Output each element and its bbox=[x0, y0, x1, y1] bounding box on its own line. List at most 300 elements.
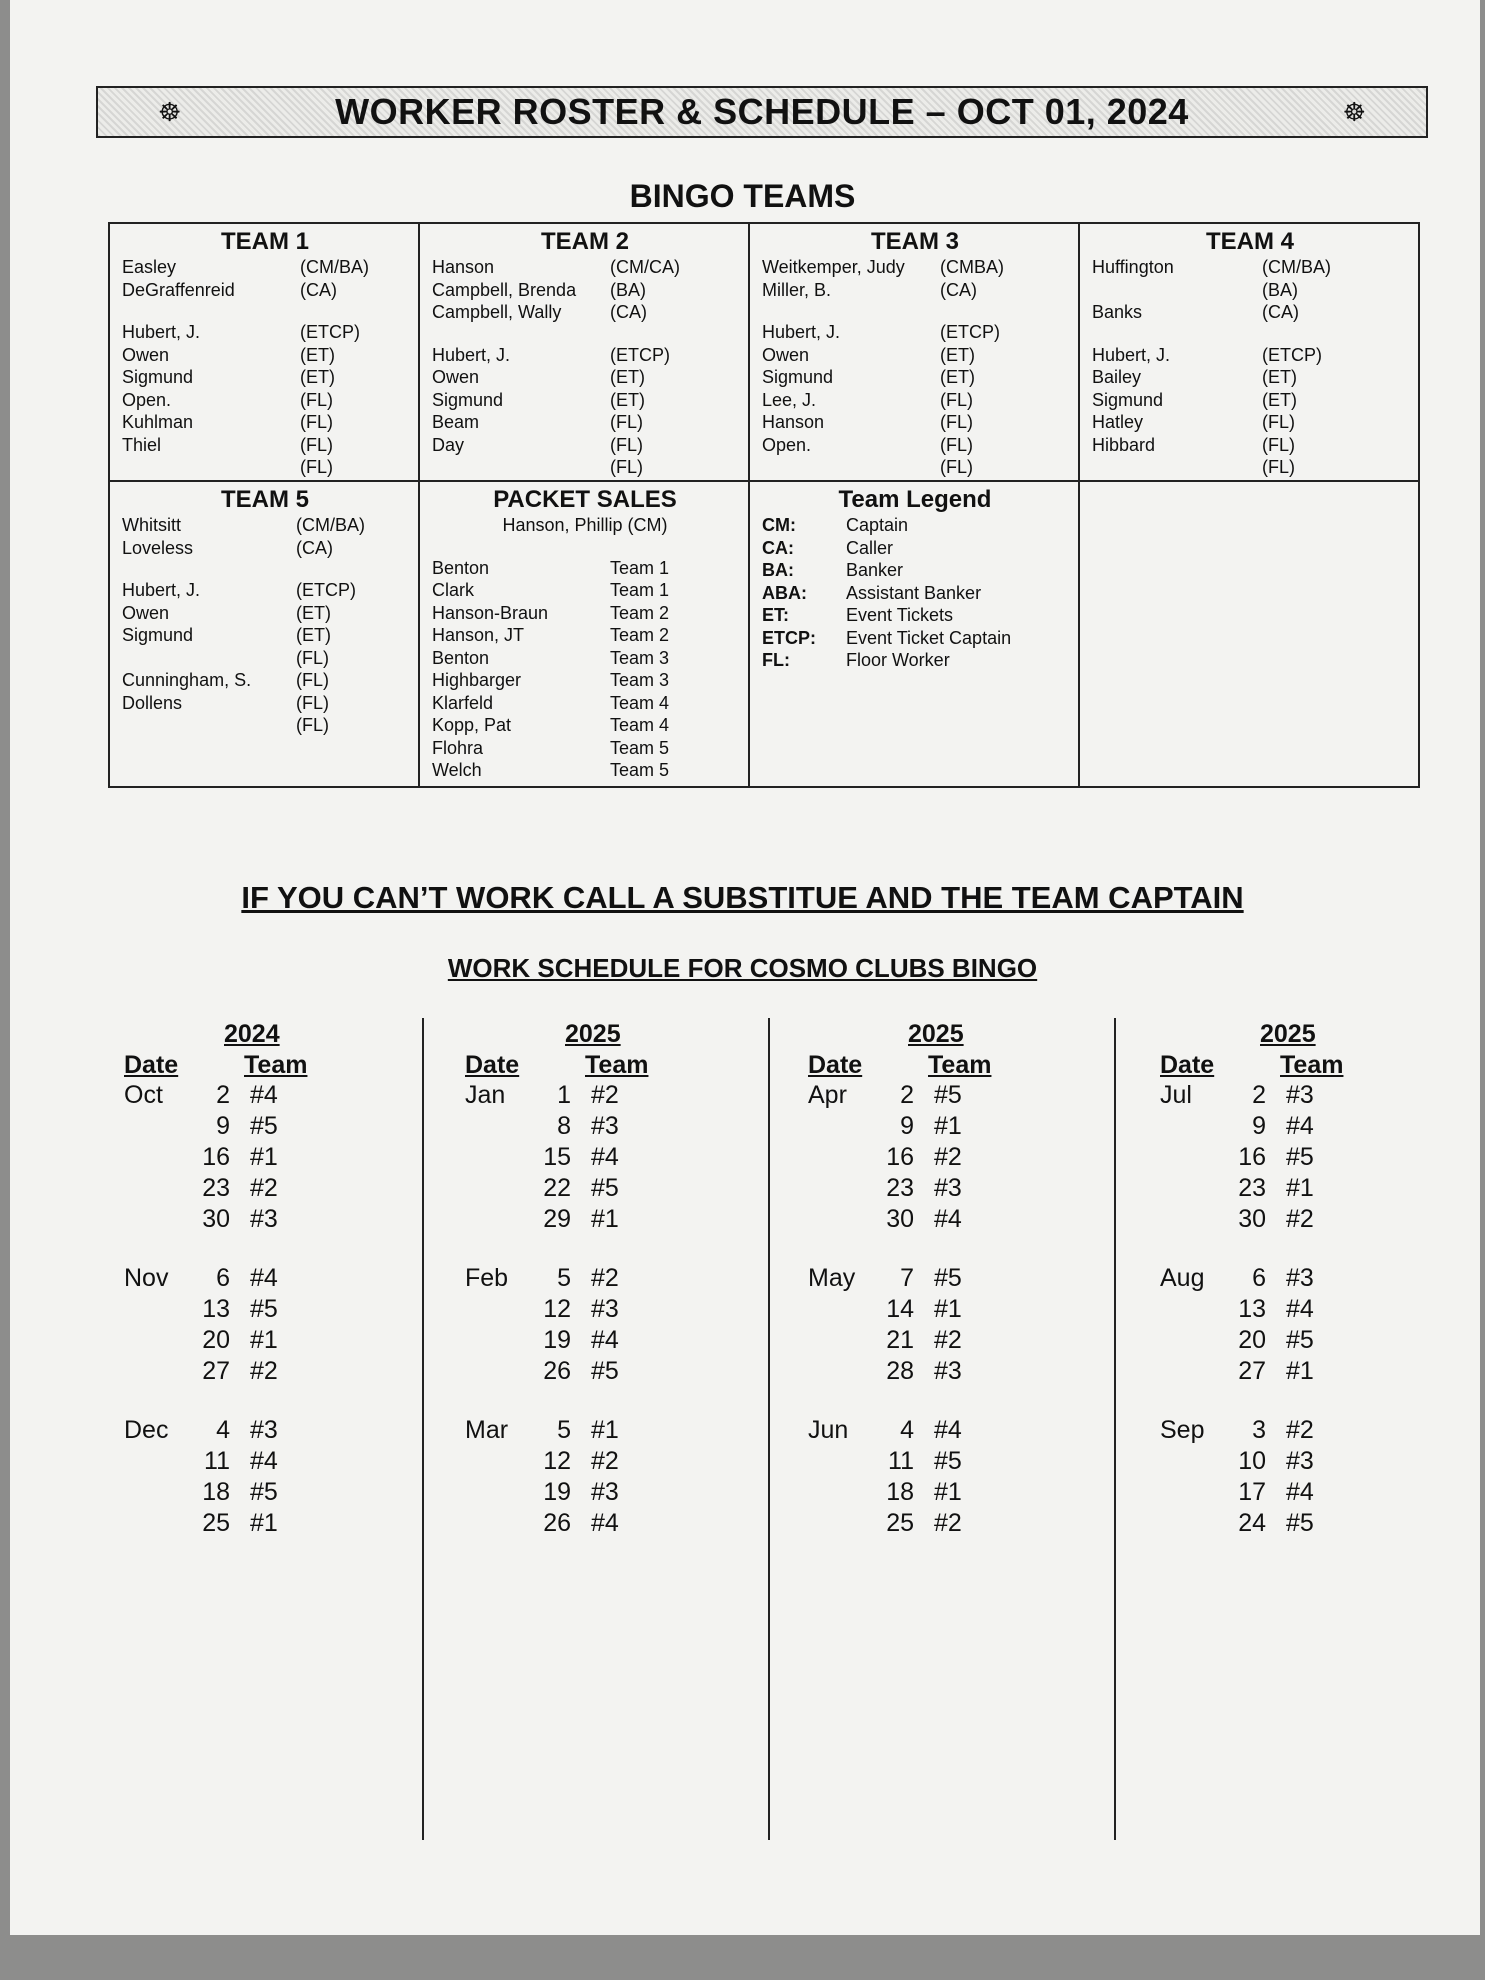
member-name: Hubert, J. bbox=[1092, 344, 1171, 365]
member-name: Hubert, J. bbox=[122, 322, 201, 342]
schedule-month bbox=[124, 1111, 190, 1142]
packet-sales-row bbox=[432, 692, 738, 715]
schedule-day: 27 bbox=[1238, 1357, 1266, 1385]
schedule-day: 21 bbox=[886, 1326, 914, 1354]
schedule-day: 26 bbox=[543, 1509, 571, 1537]
member-role: (FL) bbox=[940, 457, 973, 477]
member-name: DeGraffenreid bbox=[122, 279, 235, 300]
schedule-month bbox=[808, 1294, 874, 1325]
seller-name: Kopp, Pat bbox=[432, 715, 512, 735]
schedule-row bbox=[808, 1325, 1108, 1356]
schedule-row bbox=[465, 1204, 765, 1235]
member-name: Campbell, Wally bbox=[432, 302, 562, 322]
member-row bbox=[1092, 279, 1408, 302]
schedule-row bbox=[1160, 1415, 1460, 1446]
member-name: Open. bbox=[122, 389, 172, 410]
member-name: Dollens bbox=[122, 692, 183, 713]
member-role: (CM/BA) bbox=[296, 515, 365, 535]
schedule-row bbox=[808, 1477, 1108, 1508]
schedule-month bbox=[1160, 1173, 1226, 1204]
schedule-row bbox=[808, 1204, 1108, 1235]
member-role: (ET) bbox=[610, 367, 645, 387]
schedule-team: #3 bbox=[1286, 1447, 1314, 1475]
schedule-day: 20 bbox=[202, 1326, 230, 1354]
member-row bbox=[122, 602, 408, 625]
schedule-month bbox=[465, 1142, 531, 1173]
schedule-team: #2 bbox=[250, 1357, 278, 1385]
spacer bbox=[1160, 1235, 1460, 1263]
member-row bbox=[432, 389, 738, 412]
packet-sales-row bbox=[432, 669, 738, 692]
schedule-team: #2 bbox=[934, 1326, 962, 1354]
schedule-header bbox=[465, 1051, 765, 1080]
schedule-row bbox=[808, 1111, 1108, 1142]
team-4-cell bbox=[1080, 224, 1418, 482]
schedule-day: 10 bbox=[1238, 1447, 1266, 1475]
member-row bbox=[432, 456, 738, 479]
member-role: (ET) bbox=[1262, 367, 1297, 387]
schedule-row bbox=[465, 1415, 765, 1446]
packet-sales-lead: Hanson, Phillip (CM) bbox=[502, 515, 668, 535]
schedule-row bbox=[124, 1294, 424, 1325]
schedule-month bbox=[124, 1325, 190, 1356]
team-name: TEAM 2 bbox=[540, 228, 629, 255]
seller-team: Team 3 bbox=[610, 670, 670, 690]
schedule-row bbox=[124, 1356, 424, 1387]
schedule-month: Sep bbox=[1160, 1416, 1205, 1444]
schedule-row bbox=[808, 1080, 1108, 1111]
schedule-team: #4 bbox=[934, 1416, 962, 1444]
schedule-day: 15 bbox=[543, 1143, 571, 1171]
member-row bbox=[432, 301, 738, 324]
legend-desc: Assistant Banker bbox=[846, 582, 982, 603]
member-row bbox=[762, 434, 1068, 457]
column-divider bbox=[1114, 1018, 1116, 1840]
schedule-row bbox=[1160, 1294, 1460, 1325]
ship-wheel-icon: ☸ bbox=[1342, 97, 1366, 127]
schedule-day: 28 bbox=[886, 1357, 914, 1385]
member-name: Beam bbox=[432, 412, 480, 432]
member-role: (ETCP) bbox=[610, 344, 670, 365]
schedule-team: #2 bbox=[250, 1174, 278, 1202]
schedule-team: #2 bbox=[591, 1264, 619, 1292]
schedule-team: #4 bbox=[934, 1205, 962, 1233]
legend-code: ETCP: bbox=[762, 627, 816, 648]
member-row bbox=[762, 389, 1068, 412]
schedule-team: #4 bbox=[591, 1509, 619, 1537]
member-role: (ET) bbox=[940, 344, 975, 365]
member-row bbox=[122, 279, 408, 302]
member-name: Hanson bbox=[432, 257, 495, 277]
schedule-month bbox=[124, 1294, 190, 1325]
member-name: Hatley bbox=[1092, 412, 1144, 432]
member-role: (ET) bbox=[300, 367, 335, 387]
schedule-row bbox=[124, 1263, 424, 1294]
schedule-month bbox=[1160, 1111, 1226, 1142]
schedule-day: 8 bbox=[557, 1112, 571, 1140]
spacer bbox=[808, 1387, 1108, 1415]
spacer bbox=[808, 1235, 1108, 1263]
date-header: Date bbox=[808, 1051, 863, 1079]
member-name bbox=[762, 456, 940, 479]
schedule-row bbox=[124, 1446, 424, 1477]
schedule-month bbox=[808, 1356, 874, 1387]
schedule-day: 20 bbox=[1238, 1326, 1266, 1354]
spacer bbox=[124, 1387, 424, 1415]
empty-cell bbox=[1080, 482, 1418, 788]
member-name: Hibbard bbox=[1092, 434, 1156, 455]
date-header: Date bbox=[1160, 1051, 1215, 1079]
schedule-team: #3 bbox=[934, 1357, 962, 1385]
schedule-month bbox=[465, 1356, 531, 1387]
member-name: Owen bbox=[122, 344, 170, 365]
schedule-month bbox=[124, 1356, 190, 1387]
schedule-month: Aug bbox=[1160, 1264, 1205, 1292]
member-name: Sigmund bbox=[1092, 389, 1164, 410]
schedule-row bbox=[124, 1204, 424, 1235]
member-row bbox=[122, 411, 408, 434]
member-role: (BA) bbox=[1262, 279, 1298, 300]
schedule-month bbox=[1160, 1204, 1226, 1235]
schedule-team: #5 bbox=[250, 1478, 278, 1506]
member-row bbox=[762, 321, 1068, 344]
seller-name: Clark bbox=[432, 580, 475, 600]
schedule-month bbox=[1160, 1325, 1226, 1356]
schedule-row bbox=[465, 1446, 765, 1477]
schedule-month bbox=[808, 1204, 874, 1235]
member-role: (FL) bbox=[610, 412, 643, 432]
member-role: (ET) bbox=[296, 625, 331, 645]
seller-name: Klarfeld bbox=[432, 692, 494, 713]
schedule-team: #3 bbox=[250, 1205, 278, 1233]
schedule-day: 2 bbox=[216, 1081, 230, 1109]
member-role: (ETCP) bbox=[1262, 344, 1322, 365]
packet-sales-row bbox=[432, 759, 738, 782]
schedule-team: #5 bbox=[1286, 1143, 1314, 1171]
team-1-cell bbox=[110, 224, 420, 482]
team-header: Team bbox=[585, 1051, 649, 1079]
schedule-row bbox=[465, 1477, 765, 1508]
schedule-year: 2024 bbox=[224, 1020, 280, 1048]
schedule-month bbox=[465, 1204, 531, 1235]
schedule-month bbox=[808, 1111, 874, 1142]
team-header: Team bbox=[244, 1051, 308, 1079]
member-role: (ET) bbox=[1262, 389, 1297, 410]
schedule-team: #1 bbox=[250, 1509, 278, 1537]
member-row bbox=[122, 366, 408, 389]
schedule-day: 12 bbox=[543, 1447, 571, 1475]
schedule-row bbox=[1160, 1263, 1460, 1294]
schedule-day: 4 bbox=[900, 1416, 914, 1444]
member-name: Sigmund bbox=[762, 367, 834, 387]
member-row bbox=[1092, 456, 1408, 479]
member-name bbox=[122, 714, 296, 737]
schedule-row bbox=[808, 1356, 1108, 1387]
schedule-row bbox=[124, 1415, 424, 1446]
member-role: (ETCP) bbox=[296, 580, 356, 600]
schedule-team: #5 bbox=[591, 1174, 619, 1202]
schedule-month: Feb bbox=[465, 1264, 509, 1292]
schedule-month bbox=[1160, 1356, 1226, 1387]
seller-name: Benton bbox=[432, 557, 490, 578]
schedule-year: 2025 bbox=[565, 1020, 621, 1048]
schedule-team: #1 bbox=[1286, 1357, 1314, 1385]
schedule-day: 16 bbox=[1238, 1143, 1266, 1171]
member-row bbox=[1092, 366, 1408, 389]
schedule-team: #2 bbox=[1286, 1205, 1314, 1233]
member-role: (FL) bbox=[610, 434, 643, 455]
schedule-row bbox=[1160, 1325, 1460, 1356]
member-row bbox=[122, 389, 408, 412]
team-header: Team bbox=[928, 1051, 992, 1079]
schedule-day: 6 bbox=[1252, 1264, 1266, 1292]
schedule-row bbox=[808, 1263, 1108, 1294]
schedule-month: Jun bbox=[808, 1416, 849, 1444]
team-header: Team bbox=[1280, 1051, 1344, 1079]
member-row bbox=[762, 279, 1068, 302]
seller-name: Hanson-Braun bbox=[432, 602, 549, 623]
seller-team: Team 3 bbox=[610, 647, 670, 668]
member-name: Owen bbox=[122, 602, 170, 623]
schedule-month bbox=[1160, 1446, 1226, 1477]
schedule-day: 2 bbox=[1252, 1081, 1266, 1109]
seller-team: Team 1 bbox=[610, 580, 670, 600]
member-role: (FL) bbox=[296, 692, 329, 713]
seller-name: Highbarger bbox=[432, 670, 522, 690]
member-role: (CA) bbox=[1262, 302, 1299, 322]
schedule-team: #3 bbox=[934, 1174, 962, 1202]
schedule-team: #5 bbox=[591, 1357, 619, 1385]
member-row bbox=[1092, 434, 1408, 457]
schedule-day: 23 bbox=[1238, 1174, 1266, 1202]
schedule-team: #4 bbox=[250, 1447, 278, 1475]
schedule-month bbox=[124, 1142, 190, 1173]
schedule-year: 2025 bbox=[1260, 1020, 1316, 1048]
packet-sales-row bbox=[432, 557, 738, 580]
member-role: (FL) bbox=[1262, 457, 1295, 477]
schedule-team: #5 bbox=[934, 1081, 962, 1109]
team-name: TEAM 1 bbox=[220, 228, 309, 255]
member-role: (BA) bbox=[610, 279, 646, 300]
member-row bbox=[122, 456, 408, 479]
team-3-cell bbox=[750, 224, 1080, 482]
schedule-month bbox=[808, 1446, 874, 1477]
member-row bbox=[762, 411, 1068, 434]
member-role: (CMBA) bbox=[940, 257, 1004, 277]
schedule-row bbox=[465, 1142, 765, 1173]
schedule-team: #4 bbox=[591, 1326, 619, 1354]
member-role: (CA) bbox=[610, 302, 647, 322]
member-name: Campbell, Brenda bbox=[432, 279, 577, 300]
member-name: Hubert, J. bbox=[762, 322, 841, 342]
spacer bbox=[1160, 1387, 1460, 1415]
schedule-day: 19 bbox=[543, 1478, 571, 1506]
member-role: (CA) bbox=[296, 537, 333, 558]
schedule-team: #1 bbox=[591, 1205, 619, 1233]
member-role: (CM/BA) bbox=[300, 257, 369, 277]
schedule-year: 2025 bbox=[908, 1020, 964, 1048]
member-name: Owen bbox=[432, 367, 480, 387]
schedule-month bbox=[465, 1111, 531, 1142]
member-name bbox=[122, 456, 300, 479]
schedule-day: 9 bbox=[900, 1112, 914, 1140]
member-name: Lee, J. bbox=[762, 389, 817, 410]
schedule-team: #3 bbox=[1286, 1264, 1314, 1292]
member-role: (ET) bbox=[300, 344, 335, 365]
legend-desc: Banker bbox=[846, 560, 904, 580]
schedule-team: #3 bbox=[591, 1478, 619, 1506]
seller-team: Team 5 bbox=[610, 737, 670, 758]
member-row bbox=[122, 256, 408, 279]
seller-team: Team 4 bbox=[610, 692, 670, 713]
spacer bbox=[762, 301, 1068, 321]
seller-team: Team 2 bbox=[610, 625, 670, 645]
schedule-team: #3 bbox=[1286, 1081, 1314, 1109]
schedule-row bbox=[1160, 1080, 1460, 1111]
member-row bbox=[122, 344, 408, 367]
date-header: Date bbox=[124, 1051, 179, 1079]
schedule-row bbox=[1160, 1111, 1460, 1142]
schedule-header bbox=[1160, 1051, 1460, 1080]
schedule-row bbox=[1160, 1477, 1460, 1508]
schedule-day: 26 bbox=[543, 1357, 571, 1385]
member-row bbox=[762, 344, 1068, 367]
member-row bbox=[762, 456, 1068, 479]
member-name: Sigmund bbox=[122, 367, 194, 387]
member-row bbox=[1092, 411, 1408, 434]
schedule-team: #5 bbox=[934, 1447, 962, 1475]
schedule-month bbox=[465, 1446, 531, 1477]
member-role: (ETCP) bbox=[300, 322, 360, 342]
legend-desc: Caller bbox=[846, 537, 894, 558]
member-row bbox=[122, 624, 408, 647]
member-name: Whitsitt bbox=[122, 515, 182, 535]
legend-row bbox=[762, 649, 1068, 672]
legend-desc: Event Tickets bbox=[846, 605, 954, 625]
schedule-team: #3 bbox=[591, 1112, 619, 1140]
packet-sales-row bbox=[432, 647, 738, 670]
member-row bbox=[1092, 344, 1408, 367]
schedule-month bbox=[124, 1508, 190, 1539]
legend-code: BA: bbox=[762, 560, 794, 580]
schedule-row bbox=[1160, 1446, 1460, 1477]
member-role: (FL) bbox=[610, 457, 643, 477]
schedule-team: #2 bbox=[591, 1081, 619, 1109]
schedule-month bbox=[1160, 1508, 1226, 1539]
member-name: Miller, B. bbox=[762, 279, 832, 300]
schedule-row bbox=[1160, 1142, 1460, 1173]
member-name: Open. bbox=[762, 434, 812, 455]
schedule-row bbox=[808, 1446, 1108, 1477]
schedule-day: 18 bbox=[202, 1478, 230, 1506]
schedule-month bbox=[124, 1477, 190, 1508]
schedule-month: Nov bbox=[124, 1264, 169, 1292]
page-title: WORKER ROSTER & SCHEDULE – OCT 01, 2024 bbox=[335, 91, 1189, 132]
schedule-day: 11 bbox=[204, 1447, 230, 1475]
schedule-team: #2 bbox=[591, 1447, 619, 1475]
team-legend-cell bbox=[750, 482, 1080, 788]
member-row bbox=[122, 579, 408, 602]
member-name bbox=[1092, 456, 1262, 479]
schedule-row bbox=[124, 1080, 424, 1111]
warning-notice: IF YOU CAN’T WORK CALL A SUBSTITUE AND THE TEAM CAPTAIN bbox=[241, 880, 1244, 915]
schedule-column bbox=[1160, 1020, 1460, 1539]
team-legend-title: Team Legend bbox=[838, 486, 992, 513]
schedule-header bbox=[124, 1051, 424, 1080]
schedule-day: 14 bbox=[886, 1295, 914, 1323]
schedule-month bbox=[808, 1173, 874, 1204]
member-row bbox=[122, 714, 408, 737]
schedule-day: 25 bbox=[202, 1509, 230, 1537]
member-row bbox=[762, 256, 1068, 279]
column-divider bbox=[768, 1018, 770, 1840]
seller-team: Team 1 bbox=[610, 557, 670, 578]
schedule-team: #2 bbox=[934, 1509, 962, 1537]
schedule-day: 7 bbox=[900, 1264, 914, 1292]
member-name: Bailey bbox=[1092, 367, 1142, 387]
legend-code: CA: bbox=[762, 537, 794, 558]
bingo-teams-heading: BINGO TEAMS bbox=[629, 178, 856, 214]
schedule-team: #4 bbox=[1286, 1112, 1314, 1140]
schedule-row bbox=[465, 1356, 765, 1387]
title-banner bbox=[96, 86, 1428, 138]
legend-row bbox=[762, 582, 1068, 605]
schedule-day: 25 bbox=[886, 1509, 914, 1537]
schedule-day: 6 bbox=[216, 1264, 230, 1292]
spacer bbox=[465, 1235, 765, 1263]
schedule-month: May bbox=[808, 1264, 856, 1292]
schedule-month bbox=[1160, 1477, 1226, 1508]
schedule-row bbox=[465, 1111, 765, 1142]
member-role: (FL) bbox=[300, 434, 333, 455]
member-row bbox=[1092, 301, 1408, 324]
member-role: (FL) bbox=[1262, 412, 1295, 432]
member-role: (FL) bbox=[940, 412, 973, 432]
date-header: Date bbox=[465, 1051, 520, 1079]
member-name: Owen bbox=[762, 344, 810, 365]
spacer bbox=[432, 324, 738, 344]
schedule-row bbox=[465, 1294, 765, 1325]
member-role: (FL) bbox=[300, 412, 333, 432]
member-row bbox=[432, 366, 738, 389]
member-name bbox=[1092, 279, 1262, 302]
member-role: (FL) bbox=[940, 389, 973, 410]
member-row bbox=[432, 434, 738, 457]
schedule-row bbox=[465, 1173, 765, 1204]
schedule-row bbox=[124, 1508, 424, 1539]
packet-sales-row bbox=[432, 737, 738, 760]
schedule-month bbox=[465, 1325, 531, 1356]
schedule-day: 17 bbox=[1238, 1478, 1266, 1506]
schedule-team: #5 bbox=[250, 1112, 278, 1140]
schedule-month bbox=[124, 1204, 190, 1235]
member-row bbox=[1092, 256, 1408, 279]
seller-team: Team 4 bbox=[610, 715, 670, 735]
schedule-row bbox=[465, 1080, 765, 1111]
schedule-month bbox=[808, 1508, 874, 1539]
schedule-day: 11 bbox=[888, 1447, 914, 1475]
schedule-team: #1 bbox=[591, 1416, 619, 1444]
schedule-month: Oct bbox=[124, 1081, 163, 1109]
schedule-team: #1 bbox=[250, 1143, 278, 1171]
schedule-team: #4 bbox=[591, 1143, 619, 1171]
schedule-team: #1 bbox=[934, 1112, 962, 1140]
schedule-row bbox=[124, 1477, 424, 1508]
member-name: Huffington bbox=[1092, 257, 1174, 277]
ship-wheel-icon: ☸ bbox=[158, 97, 182, 127]
schedule-month bbox=[124, 1446, 190, 1477]
schedule-team: #2 bbox=[1286, 1416, 1314, 1444]
